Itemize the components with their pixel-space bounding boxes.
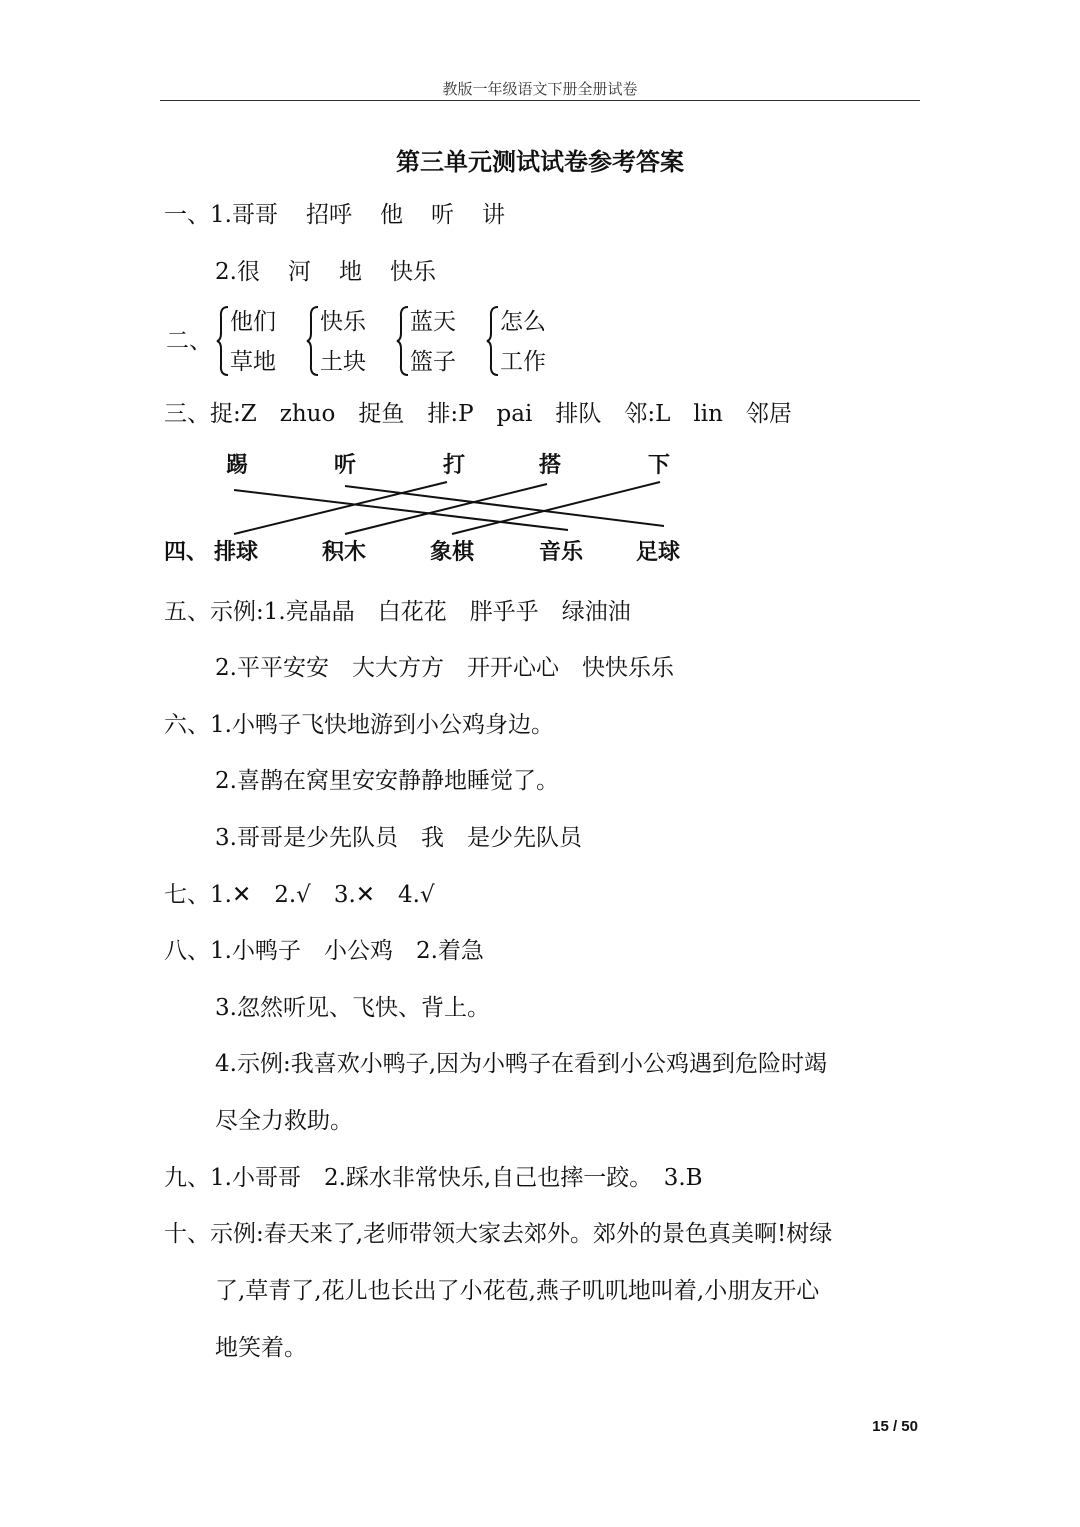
sec10-line1	[164, 1219, 832, 1249]
sec1-item: 哥哥	[231, 202, 278, 228]
sec8-text: 1.小鸭子 小公鸡 2.着急	[210, 938, 484, 964]
match-line	[234, 490, 568, 530]
sec2-word-top: 快乐	[320, 309, 366, 335]
sec6-line3: 3.哥哥是少先队员 我 是少先队员	[215, 825, 582, 851]
match-line	[234, 482, 447, 534]
match-line	[345, 484, 547, 534]
page-title: 第三单元测试试卷参考答案	[396, 148, 684, 176]
sec1-item: 快乐	[389, 259, 436, 285]
sec5-line1	[164, 597, 631, 627]
sec1-item: 招呼	[305, 202, 352, 228]
sec4-label: 四、	[164, 540, 209, 565]
match-bottom-word: 象棋	[430, 540, 475, 565]
sec10-line3: 地笑着。	[215, 1335, 307, 1361]
sec7-line	[164, 880, 435, 910]
sec8-line4: 尽全力救助。	[215, 1108, 353, 1134]
sec8-label: 八、	[164, 938, 210, 964]
match-bottom-word: 排球	[214, 540, 259, 565]
sec1-l1-num: 1.	[210, 202, 232, 228]
match-bottom-word: 音乐	[539, 540, 584, 565]
sec10-line2: 了,草青了,花儿也长出了小花苞,燕子叽叽地叫着,小朋友开心	[215, 1278, 820, 1304]
sec3-text: 捉:Z zhuo 捉鱼 排:P pai 排队 邻:L lin 邻居	[210, 401, 792, 427]
match-top-word: 搭	[539, 453, 562, 478]
sec8-line2: 3.忽然听见、飞快、背上。	[215, 995, 490, 1021]
match-bottom-word: 积木	[322, 540, 367, 565]
sec6-line2: 2.喜鹊在窝里安安静静地睡觉了。	[215, 768, 559, 794]
sec3-label: 三、	[164, 401, 210, 427]
sec2-word-bottom: 土块	[320, 349, 366, 375]
sec5-text: 示例:1.亮晶晶 白花花 胖乎乎 绿油油	[210, 599, 631, 625]
sec6-text: 1.小鸭子飞快地游到小公鸡身边。	[210, 712, 554, 738]
sec1-item: 很	[236, 259, 260, 285]
match-top-word: 下	[648, 453, 671, 478]
sec8-line3: 4.示例:我喜欢小鸭子,因为小鸭子在看到小公鸡遇到危险时竭	[215, 1051, 828, 1077]
sec6-line1	[164, 710, 554, 740]
match-top-word: 踢	[226, 453, 249, 478]
sec10-text: 示例:春天来了,老师带领大家去郊外。郊外的景色真美啊!树绿	[210, 1221, 833, 1247]
sec1-item: 地	[338, 259, 362, 285]
match-line	[452, 482, 660, 534]
sec9-line	[164, 1163, 703, 1193]
sec2-word-top: 怎么	[500, 309, 546, 335]
sec9-label: 九、	[164, 1165, 210, 1191]
sec6-label: 六、	[164, 712, 210, 738]
sec1-item: 讲	[481, 202, 505, 228]
match-bottom-word: 足球	[636, 540, 681, 565]
match-top-word: 打	[443, 453, 466, 478]
sec2-word-top: 他们	[230, 309, 276, 335]
sec7-text: 1.✕ 2.√ 3.✕ 4.√	[210, 882, 435, 908]
sec2-word-bottom: 工作	[500, 349, 546, 375]
sec2-label: 二、	[166, 328, 212, 354]
page-header: 教版一年级语文下册全册试卷	[442, 80, 638, 98]
match-top-word: 听	[334, 453, 357, 478]
sec2-word-top: 蓝天	[410, 309, 456, 335]
page-number: 15 / 50	[872, 1418, 918, 1435]
sec5-label: 五、	[164, 599, 210, 625]
sec5-line2: 2.平平安安 大大方方 开开心心 快快乐乐	[215, 655, 674, 681]
sec1-item: 他	[379, 202, 403, 228]
sec1-label: 一、	[164, 202, 210, 228]
sec1-l2-num: 2.	[215, 259, 237, 285]
sec2-word-bottom: 草地	[230, 349, 276, 375]
sec2-word-bottom: 篮子	[410, 349, 456, 375]
sec7-label: 七、	[164, 882, 210, 908]
sec9-text: 1.小哥哥 2.踩水非常快乐,自己也摔一跤。 3.B	[210, 1165, 703, 1191]
sec1-item: 河	[287, 259, 311, 285]
matching-lines	[0, 0, 1080, 600]
sec10-label: 十、	[164, 1221, 210, 1247]
sec8-line1	[164, 936, 484, 966]
sec1-item: 听	[430, 202, 454, 228]
